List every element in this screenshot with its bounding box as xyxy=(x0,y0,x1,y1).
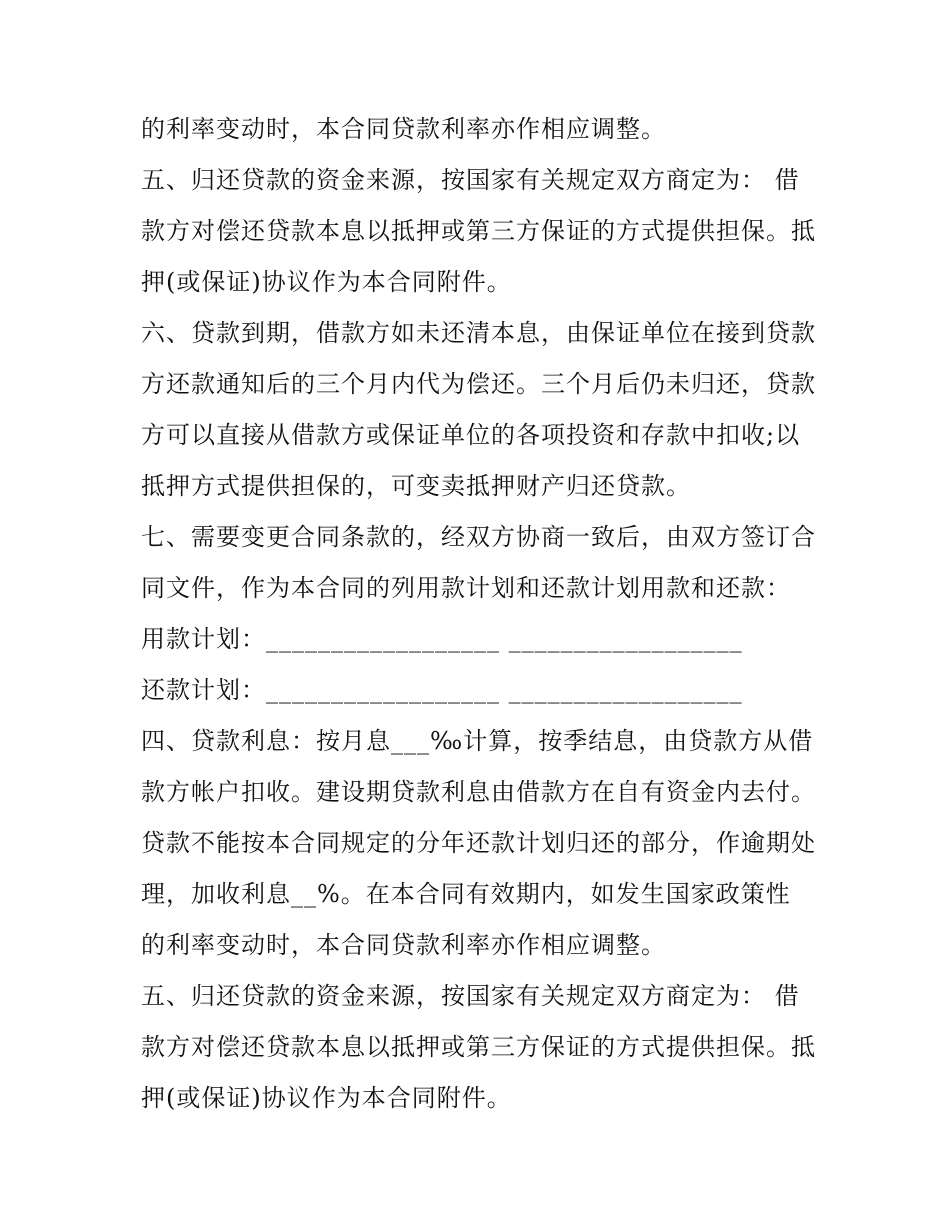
text-line: 款方帐户扣收。建设期贷款利息由借款方在自有资金内去付。 xyxy=(141,778,816,806)
text-line: 同文件，作为本合同的列用款计划和还款计划用款和还款： xyxy=(141,574,791,602)
text-line: 五、归还贷款的资金来源，按国家有关规定双方商定为： 借 xyxy=(141,166,800,194)
text-line: 款方对偿还贷款本息以抵押或第三方保证的方式提供担保。抵 xyxy=(141,217,816,245)
text-line: 方还款通知后的三个月内代为偿还。三个月后仍未归还，贷款 xyxy=(141,370,816,398)
text-line: 六、贷款到期，借款方如未还清本息，由保证单位在接到贷款 xyxy=(141,319,816,347)
loan-use-plan-line: 用款计划：__________________ __________________ xyxy=(141,625,743,653)
text-line: 押(或保证)协议作为本合同附件。 xyxy=(141,1084,512,1112)
text-line: 四、贷款利息：按月息___‰计算，按季结息，由贷款方从借 xyxy=(141,727,814,755)
document-body xyxy=(141,104,821,1124)
text-line: 押(或保证)协议作为本合同附件。 xyxy=(141,268,512,296)
text-line: 抵押方式提供担保的，可变卖抵押财产归还贷款。 xyxy=(141,472,691,500)
text-line: 方可以直接从借款方或保证单位的各项投资和存款中扣收;以 xyxy=(141,421,801,449)
text-line: 的利率变动时，本合同贷款利率亦作相应调整。 xyxy=(141,931,666,959)
text-line: 贷款不能按本合同规定的分年还款计划归还的部分，作逾期处 xyxy=(141,829,816,857)
text-line: 七、需要变更合同条款的，经双方协商一致后，由双方签订合 xyxy=(141,523,816,551)
text-line: 五、归还贷款的资金来源，按国家有关规定双方商定为： 借 xyxy=(141,982,800,1010)
text-line: 理，加收利息__%。在本合同有效期内，如发生国家政策性 xyxy=(141,880,791,908)
text-line: 的利率变动时，本合同贷款利率亦作相应调整。 xyxy=(141,115,666,143)
repayment-plan-line: 还款计划：__________________ __________________ xyxy=(141,676,743,704)
text-line: 款方对偿还贷款本息以抵押或第三方保证的方式提供担保。抵 xyxy=(141,1033,816,1061)
